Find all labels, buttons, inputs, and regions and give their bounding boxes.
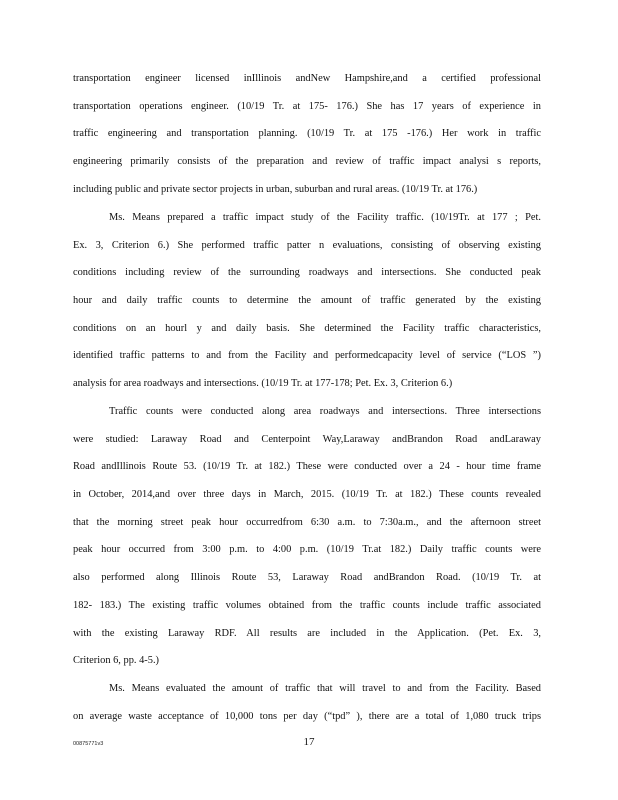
paragraph-traffic-evaluation xyxy=(73,675,541,730)
text-line: with the existing Laraway RDF. All results are included in the Application. (Pet. Ex. 3, xyxy=(73,627,541,639)
text-line: that the morning street peak hour occurredfrom 6:30 a.m. to 7:30a.m., and the afternoon street xyxy=(73,516,541,528)
text-line: transportation operations engineer. (10/19 Tr. at 175- 176.) She has 17 years of experience in xyxy=(73,100,541,112)
paragraph-credentials xyxy=(73,65,541,203)
text-line: also performed along Illinois Route 53, Laraway Road andBrandon Road. (10/19 Tr. at xyxy=(73,572,541,584)
text-line: conditions including review of the surrounding roadways and intersections. She conducted peak xyxy=(73,267,541,279)
text-line: peak hour occurred from 3:00 p.m. to 4:00 p.m. (10/19 Tr.at 182.) Daily traffic counts were xyxy=(73,544,541,556)
text-line: transportation engineer licensed inIllinois andNew Hampshire,and a certified professional xyxy=(73,73,541,84)
paragraph-traffic-counts xyxy=(73,398,541,675)
text-line: in October, 2014,and over three days in March, 2015. (10/19 Tr. at 182.) These counts revealed xyxy=(73,489,541,501)
text-line: engineering primarily consists of the preparation and review of traffic impact analysi s reports, xyxy=(73,156,541,168)
text-line: including public and private sector projects in urban, suburban and rural areas. (10/19 Tr. at 176.) xyxy=(73,183,478,195)
text-line: identified traffic patterns to and from the Facility and performedcapacity level of service (“LOS ”) xyxy=(73,350,541,362)
document-id: 00875771v3 xyxy=(73,741,104,747)
text-line: on average waste acceptance of 10,000 tons per day (“tpd” ), there are a total of 1,080 truck trips xyxy=(73,710,541,722)
text-line: Traffic counts were conducted along area roadways and intersections. Three intersections xyxy=(109,406,541,417)
text-line: hour and daily traffic counts to determine the amount of traffic generated by the existing xyxy=(73,295,541,307)
text-line: Ms. Means prepared a traffic impact study of the Facility traffic. (10/19Tr. at 177 ; Pet. xyxy=(109,212,541,223)
text-line: analysis for area roadways and intersections. (10/19 Tr. at 177-178; Pet. Ex. 3, Criterion 6.) xyxy=(73,378,453,390)
text-line: Road andIllinois Route 53. (10/19 Tr. at 182.) These were conducted over a 24 - hour time frame xyxy=(73,461,541,473)
text-line: traffic engineering and transportation planning. (10/19 Tr. at 175 -176.) Her work in traffic xyxy=(73,128,541,140)
text-line: conditions on an hourl y and daily basis. She determined the Facility traffic characteristics, xyxy=(73,322,541,334)
text-line: Ms. Means evaluated the amount of traffic that will travel to and from the Facility. Based xyxy=(109,683,541,694)
text-line: Ex. 3, Criterion 6.) She performed traffic patter n evaluations, consisting of observing existing xyxy=(73,239,541,251)
text-line: 182- 183.) The existing traffic volumes obtained from the traffic counts include traffic associated xyxy=(73,599,541,611)
page-number: 17 xyxy=(303,736,315,748)
text-line: were studied: Laraway Road and Centerpoint Way,Laraway andBrandon Road andLaraway xyxy=(73,433,541,445)
text-line: Criterion 6, pp. 4-5.) xyxy=(73,655,159,667)
paragraph-traffic-study xyxy=(73,204,541,398)
